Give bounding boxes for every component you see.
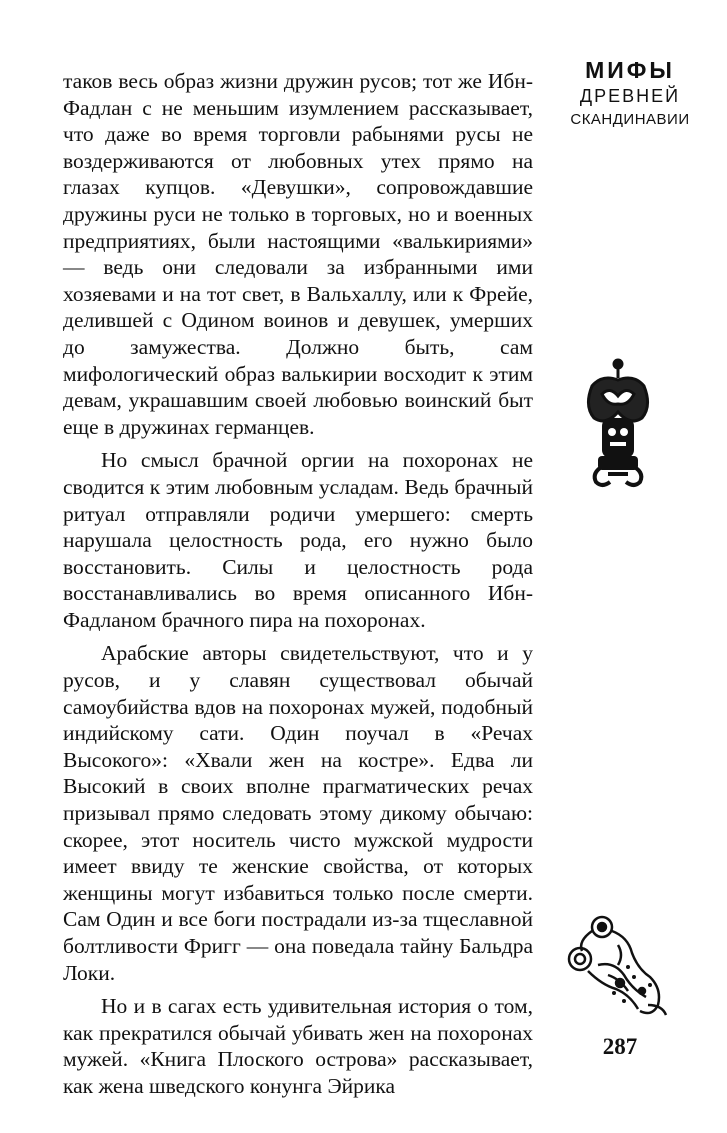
- paragraph-1: таков весь образ жизни дружин русов; тот же Ибн-Фадлан с не меньшим изумлением рассказывает, что даже во время торговли рабынями русы не воздерживаются от любовных утех прямо на глазах купцов. «Девушки», сопровождавшие дружины руси не только в торговых, но и военных предприятиях, были настоящими «валькириями» — ведь они следовали за избранными ими хозяевами и на тот свет, в Вальхаллу, или к Фрейе, делившей с Одином воинов и девушек, умерших до замужества. Должно быть, сам мифологический образ валькирии восходит к этим девам, украшавшим своей любовью воинский быт еще в дружинах германцев.: [63, 69, 533, 439]
- page-number: 287: [602, 1034, 638, 1059]
- animal-style-ornament-icon: [558, 905, 676, 1023]
- paragraph-2: Но смысл брачной оргии на похоронах не сводится к этим любовным усладам. Ведь брачный ритуал отправляли родичи умершего: смерть нарушала целостность рода, его нужно было восстановить. Силы и целостность рода восстанавливались во время описанного Ибн-Фадланом брачного пира на похоронах.: [63, 448, 533, 632]
- body-text: [63, 68, 533, 1107]
- running-header: [555, 56, 705, 131]
- header-subtitle-2: СКАНДИНАВИИ: [570, 111, 690, 128]
- header-subtitle-1: ДРЕВНЕЙ: [579, 86, 681, 106]
- amulet-ornament-icon: [578, 356, 658, 491]
- paragraph-4: Но и в сагах есть удивительная история о том, как прекратился обычай убивать жен на похоронах мужей. «Книга Плоского острова» рассказывает, как жена шведского конунга Эйрика: [63, 994, 533, 1098]
- paragraph-3: Арабские авторы свидетельствуют, что и у русов, и у славян существовал обычай самоубийства вдов на похоронах мужей, подобный индийскому сати. Один поучал в «Речах Высокого»: «Хвали жен на костре». Едва ли Высокий в своих вполне прагматических речах призывал прямо следовать этому дикому обычаю: скорее, этот носитель чисто мужской мудрости имеет ввиду те женские свойства, от которых женщины могут избавиться только после смерти. Сам Один и все боги пострадали из-за тщеславной болтливости Фригг — она поведала тайну Бальдра Локи.: [63, 641, 533, 985]
- header-title: МИФЫ: [585, 57, 675, 83]
